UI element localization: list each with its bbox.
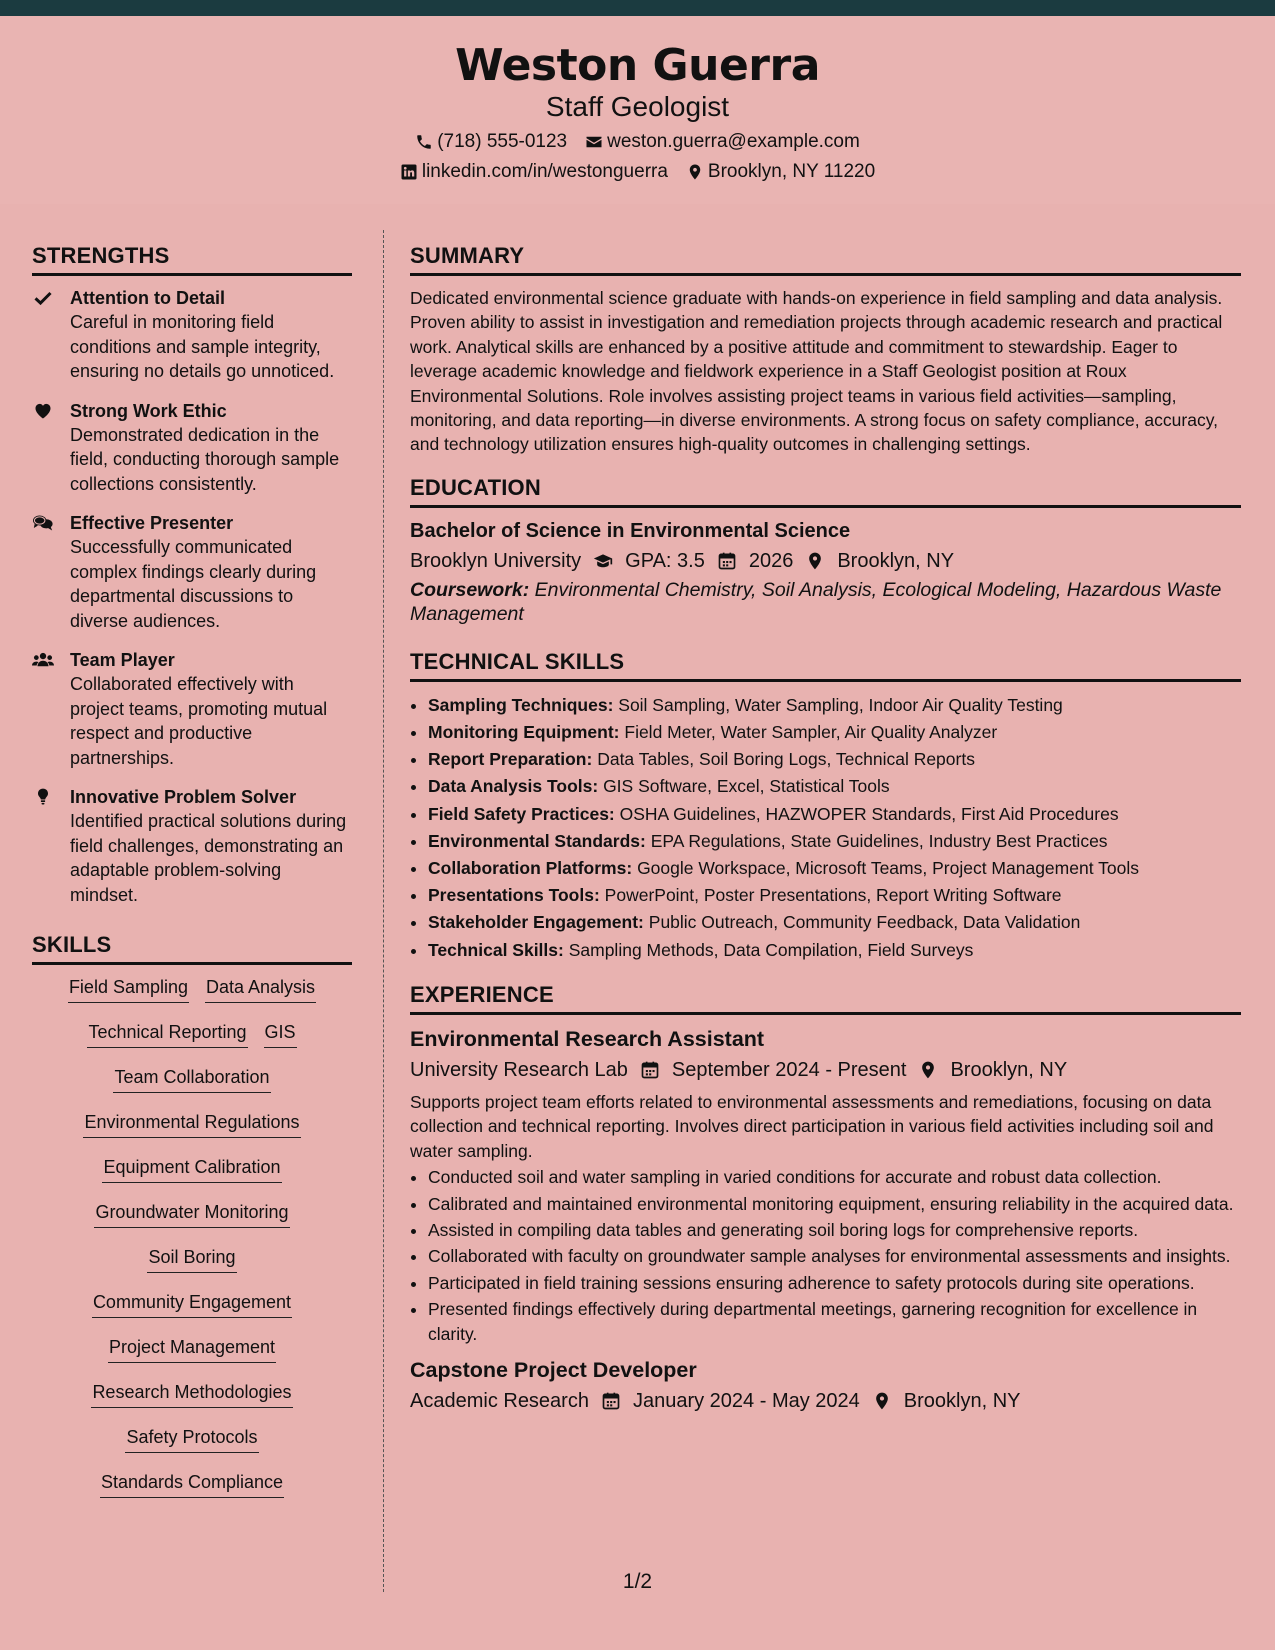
strength-name: Effective Presenter	[70, 513, 234, 533]
tech-value: Google Workspace, Microsoft Teams, Project Management Tools	[637, 858, 1139, 879]
list-item	[428, 746, 1241, 773]
skill-tag: Technical Reporting	[87, 1020, 247, 1048]
list-item: • Presented findings effectively during departmental meetings, garnering recognition for excellence in clarity.	[428, 1297, 1241, 1346]
skill-tag: Data Analysis	[205, 975, 316, 1003]
degree-name: Bachelor of Science in Environmental Science	[410, 519, 851, 542]
list-item	[428, 882, 1241, 909]
strength-item	[32, 511, 352, 633]
comments-icon	[32, 511, 70, 633]
resume-header	[0, 16, 1275, 204]
contact-row-1	[0, 131, 1275, 153]
skill-tag: Research Methodologies	[91, 1380, 292, 1408]
calendar-icon	[717, 551, 737, 571]
job-title: Environmental Research Assistant	[410, 1026, 765, 1051]
column-divider	[383, 230, 384, 1592]
skill-row	[32, 1380, 352, 1408]
strength-desc: Collaborated effectively with project teams, promoting mutual respect and productive partnerships.	[70, 674, 328, 768]
skill-row	[32, 1155, 352, 1183]
tech-value: OSHA Guidelines, HAZWOPER Standards, First Aid Procedures	[619, 803, 1119, 824]
graduation-cap-icon	[593, 551, 613, 571]
location-contact	[686, 161, 875, 183]
skill-tag: Environmental Regulations	[83, 1110, 300, 1138]
strength-desc: Careful in monitoring field conditions and sample integrity, ensuring no details go unnoticed.	[70, 312, 335, 381]
tech-label: Collaboration Platforms:	[428, 858, 633, 879]
strengths-heading: STRENGTHS	[32, 243, 352, 276]
skill-row	[32, 1470, 352, 1498]
phone-icon	[415, 133, 433, 151]
tech-value: Soil Sampling, Water Sampling, Indoor Air Quality Testing	[618, 694, 1063, 715]
technical-skills-heading: TECHNICAL SKILLS	[410, 649, 1241, 682]
list-item: • Collaborated with faculty on groundwater sample analyses for environmental assessments and insights.	[428, 1244, 1241, 1268]
summary-text: Dedicated environmental science graduate with hands-on experience in field sampling and data analysis. Proven ability to assist in investigation and remediation projects through academic research and practical work. Analytical skills are enhanced by a positive attitude and commitment to stewardship. Eager to leverage academic knowledge and fieldwork experience in a Staff Geologist position at Roux Environmental Solutions. Role involves assisting project teams in various field activities—sampling, monitoring, and data reporting—in diverse environments. A strong focus on safety compliance, accuracy, and technology utilization ensures high-quality outcomes in challenging settings.	[410, 288, 1223, 455]
education-meta	[410, 547, 1241, 575]
education-heading: EDUCATION	[410, 475, 1241, 508]
contact-row-2	[0, 161, 1275, 183]
skill-tag: Groundwater Monitoring	[94, 1200, 289, 1228]
job-location: Brooklyn, NY	[903, 1389, 1021, 1412]
list-item: • Conducted soil and water sampling in varied conditions for accurate and robust data collection.	[428, 1165, 1241, 1189]
experience-heading: EXPERIENCE	[410, 982, 1241, 1015]
skill-tag: Safety Protocols	[125, 1425, 258, 1453]
tech-label: Stakeholder Engagement:	[428, 912, 644, 933]
summary-heading: SUMMARY	[410, 243, 1241, 276]
job-meta	[410, 1387, 1241, 1415]
map-pin-icon	[872, 1391, 892, 1411]
linkedin-contact[interactable]	[400, 161, 668, 183]
list-item	[428, 828, 1241, 855]
strength-item	[32, 399, 352, 497]
strength-name: Innovative Problem Solver	[70, 787, 297, 807]
skill-tag: Field Sampling	[68, 975, 189, 1003]
linkedin-text[interactable]: linkedin.com/in/westonguerra	[421, 161, 668, 183]
list-item	[428, 909, 1241, 936]
skill-row	[32, 1245, 352, 1273]
map-pin-icon	[686, 163, 704, 181]
skill-tag: Team Collaboration	[113, 1065, 270, 1093]
skill-row	[32, 1425, 352, 1453]
location-text: Brooklyn, NY 11220	[707, 161, 876, 183]
linkedin-icon	[400, 163, 418, 181]
calendar-icon	[601, 1391, 621, 1411]
skill-row	[32, 1065, 352, 1093]
skill-tag: Equipment Calibration	[102, 1155, 281, 1183]
education-location: Brooklyn, NY	[837, 549, 955, 572]
heart-icon	[32, 399, 70, 497]
map-pin-icon	[918, 1060, 938, 1080]
gpa-text: GPA: 3.5	[625, 549, 705, 572]
tech-value: EPA Regulations, State Guidelines, Industry Best Practices	[650, 830, 1108, 851]
strength-name: Team Player	[70, 650, 175, 670]
technical-skills-list	[410, 692, 1241, 964]
list-item	[428, 773, 1241, 800]
tech-value: Public Outreach, Community Feedback, Data Validation	[648, 912, 1081, 933]
strength-item	[32, 785, 352, 907]
skill-row	[32, 1110, 352, 1138]
coursework-label: Coursework:	[410, 578, 530, 601]
list-item: • Calibrated and maintained environmental monitoring equipment, ensuring reliability in the acquired data.	[428, 1192, 1241, 1216]
list-item	[428, 801, 1241, 828]
strength-desc: Identified practical solutions during field challenges, demonstrating an adaptable problem-solving mindset.	[70, 811, 347, 905]
graduation-year: 2026	[748, 549, 794, 572]
skill-row	[32, 1290, 352, 1318]
strength-item	[32, 286, 352, 384]
tech-label: Field Safety Practices:	[428, 803, 615, 824]
list-item	[428, 855, 1241, 882]
skills-heading: SKILLS	[32, 932, 352, 965]
candidate-name: Weston Guerra	[455, 40, 820, 91]
check-icon	[32, 286, 70, 384]
skill-tag: Soil Boring	[147, 1245, 236, 1273]
tech-label: Environmental Standards:	[428, 830, 646, 851]
skill-tag: GIS	[264, 1020, 297, 1048]
list-item: • Participated in field training sessions ensuring adherence to safety protocols during site operations.	[428, 1271, 1241, 1295]
users-icon	[32, 648, 70, 770]
job-org: Academic Research	[410, 1389, 589, 1412]
skills-list	[32, 975, 352, 1498]
coursework-list: Environmental Chemistry, Soil Analysis, Ecological Modeling, Hazardous Waste Management	[410, 578, 1222, 626]
tech-label: Technical Skills:	[428, 939, 564, 960]
strength-item	[32, 648, 352, 770]
tech-value: Sampling Methods, Data Compilation, Field Surveys	[568, 939, 974, 960]
coursework	[410, 578, 1241, 627]
skill-row	[32, 1020, 352, 1048]
right-column	[410, 243, 1241, 1418]
job-meta	[410, 1056, 1241, 1084]
tech-value: GIS Software, Excel, Statistical Tools	[603, 776, 890, 797]
job-org: University Research Lab	[410, 1058, 628, 1081]
top-accent-bar	[0, 0, 1275, 16]
email-contact[interactable]	[585, 131, 860, 153]
skill-tag: Community Engagement	[92, 1290, 292, 1318]
email-text[interactable]: weston.guerra@example.com	[607, 131, 860, 153]
skill-row	[32, 975, 352, 1003]
tech-label: Report Preparation:	[428, 749, 593, 770]
candidate-title: Staff Geologist	[545, 91, 730, 123]
tech-value: PowerPoint, Poster Presentations, Report Writing Software	[604, 885, 1062, 906]
envelope-icon	[585, 133, 603, 151]
tech-label: Sampling Techniques:	[428, 694, 614, 715]
calendar-icon	[640, 1060, 660, 1080]
tech-label: Monitoring Equipment:	[428, 722, 620, 743]
tech-label: Presentations Tools:	[428, 885, 600, 906]
school-name: Brooklyn University	[410, 549, 582, 572]
strength-desc: Successfully communicated complex findings clearly during departmental discussions to diverse audiences.	[70, 537, 317, 631]
page-number: 1/2	[622, 1570, 653, 1593]
job-dates: September 2024 - Present	[671, 1058, 907, 1081]
strength-name: Attention to Detail	[70, 288, 225, 308]
tech-value: Data Tables, Soil Boring Logs, Technical Reports	[597, 749, 975, 770]
skill-row	[32, 1335, 352, 1363]
skill-tag: Standards Compliance	[100, 1470, 284, 1498]
list-item: • Assisted in compiling data tables and generating soil boring logs for comprehensive reports.	[428, 1218, 1241, 1242]
job-title: Capstone Project Developer	[410, 1357, 697, 1382]
list-item	[428, 692, 1241, 719]
strength-desc: Demonstrated dedication in the field, conducting thorough sample collections consistently.	[70, 424, 340, 494]
job-description: Supports project team efforts related to environmental assessments and remediations, focusing on data collection and technical reporting. Involves direct participation in various field activities including soil and water sampling.	[410, 1091, 1214, 1161]
lightbulb-icon	[32, 785, 70, 907]
phone-text: (718) 555-0123	[437, 131, 568, 153]
tech-value: Field Meter, Water Sampler, Air Quality Analyzer	[624, 722, 998, 743]
tech-label: Data Analysis Tools:	[428, 776, 599, 797]
job-bullets	[410, 1165, 1241, 1346]
job-location: Brooklyn, NY	[950, 1058, 1068, 1081]
map-pin-icon	[805, 551, 825, 571]
list-item	[428, 719, 1241, 746]
list-item	[428, 937, 1241, 964]
strength-name: Strong Work Ethic	[70, 400, 227, 421]
job-dates: January 2024 - May 2024	[632, 1389, 860, 1412]
left-column	[32, 243, 352, 1515]
skill-row	[32, 1200, 352, 1228]
phone-contact	[415, 131, 567, 153]
skill-tag: Project Management	[108, 1335, 276, 1363]
